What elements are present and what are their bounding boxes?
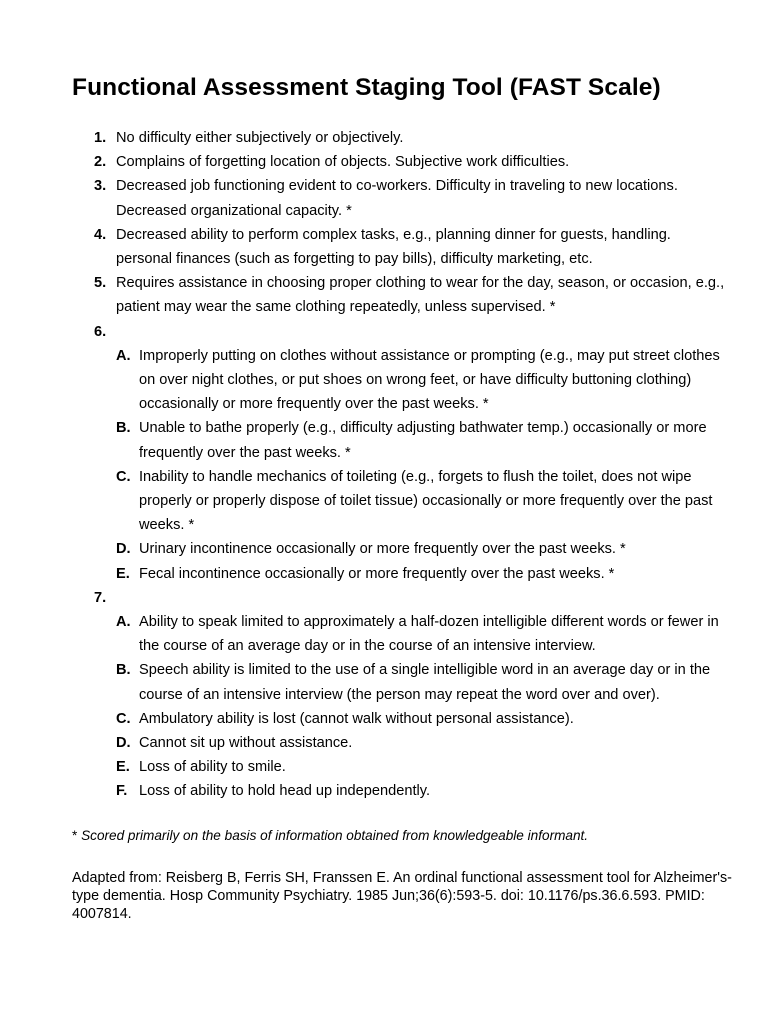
footnote-marker: * (72, 827, 78, 843)
stage-text: Requires assistance in choosing proper clothing to wear for the day, season, or occasion, e.g., patient may wear the same clothing repeatedly, unless supervised. * (116, 275, 725, 316)
stage-number: 1. (94, 130, 107, 146)
substage-text: Urinary incontinence occasionally or more frequently over the past weeks. * (139, 541, 626, 558)
substage-letter: D. (116, 735, 131, 752)
substage-text: Fecal incontinence occasionally or more frequently over the past weeks. * (139, 565, 615, 582)
substage-text: Loss of ability to hold head up independently. (139, 783, 431, 800)
stage-item-1 (72, 126, 728, 150)
stage-number: 7. (94, 589, 107, 606)
stage-item-5 (72, 271, 728, 319)
page-title: Functional Assessment Staging Tool (FAST Scale) (72, 74, 661, 101)
substage-text: Inability to handle mechanics of toileting (e.g., forgets to flush the toilet, does not wipe properly or properly dispose of toilet tissue) occasionally or more frequently over the past weeks. * (139, 468, 713, 534)
substage-letter: A. (116, 614, 131, 631)
citation: Adapted from: Reisberg B, Ferris SH, Franssen E. An ordinal functional assessment tool for Alzheimer's-type dementia. Hosp Community Psychiatry. 1985 Jun;36(6):593-5. doi: 10.1176/ps.36.6.593. PMID: 4007814. (72, 869, 732, 922)
substage-item (116, 610, 728, 658)
stage-item-7 (72, 586, 728, 804)
substage-text: Ability to speak limited to approximately a half-dozen intelligible different words or fewer in the course of an average day or in the course of an intensive interview. (139, 614, 719, 655)
substage-text: Cannot sit up without assistance. (139, 735, 353, 752)
substage-item (116, 707, 728, 731)
substage-text: Loss of ability to smile. (139, 759, 286, 776)
stage-list (72, 126, 728, 804)
substage-list (116, 344, 728, 586)
footnote (72, 827, 728, 845)
substage-text: Unable to bathe properly (e.g., difficulty adjusting bathwater temp.) occasionally or more frequently over the past weeks. * (139, 420, 707, 461)
stage-number: 2. (94, 154, 107, 171)
substage-item (116, 731, 728, 755)
stage-text: Decreased ability to perform complex tasks, e.g., planning dinner for guests, handling. personal finances (such as forgetting to pay bills), difficulty marketing, etc. (116, 226, 671, 268)
stage-spacer (116, 586, 728, 610)
substage-item (116, 537, 728, 561)
substage-letter: A. (116, 347, 131, 364)
substage-letter: B. (116, 662, 131, 679)
stage-item-6 (72, 320, 728, 586)
stage-number: 6. (94, 323, 107, 340)
stage-text: Decreased job functioning evident to co-workers. Difficulty in traveling to new locations. Decreased organizational capacity. * (116, 178, 678, 219)
substage-letter: F. (116, 783, 128, 800)
substage-letter: C. (116, 468, 131, 485)
substage-list (116, 610, 728, 804)
substage-letter: B. (116, 420, 131, 437)
substage-letter: C. (116, 710, 131, 727)
substage-text: Speech ability is limited to the use of a single intelligible word in an average day or in the course of an intensive interview (the person may repeat the word over and over). (139, 662, 711, 703)
substage-item (116, 755, 728, 779)
substage-text: Ambulatory ability is lost (cannot walk without personal assistance). (139, 710, 574, 727)
substage-item (116, 779, 728, 803)
footnote-text: Scored primarily on the basis of information obtained from knowledgeable informant. (81, 827, 589, 843)
substage-item (116, 465, 728, 538)
stage-text: No difficulty either subjectively or objectively. (116, 130, 404, 146)
substage-item (116, 562, 728, 586)
substage-letter: E. (116, 565, 130, 582)
substage-item (116, 416, 728, 464)
stage-number: 3. (94, 178, 107, 195)
stage-number: 5. (94, 275, 107, 292)
stage-item-4 (72, 223, 728, 271)
stage-spacer (116, 320, 728, 344)
stage-item-2 (72, 150, 728, 174)
substage-letter: D. (116, 541, 131, 558)
stage-number: 4. (94, 226, 107, 243)
stage-text: Complains of forgetting location of objects. Subjective work difficulties. (116, 154, 570, 171)
stage-item-3 (72, 174, 728, 222)
substage-letter: E. (116, 759, 130, 776)
substage-item (116, 658, 728, 706)
substage-item (116, 344, 728, 417)
substage-text: Improperly putting on clothes without assistance or prompting (e.g., may put street clothes on over night clothes, or put shoes on wrong feet, or have difficulty buttoning clothing) occasionally or more frequently over the past weeks. * (139, 347, 720, 413)
